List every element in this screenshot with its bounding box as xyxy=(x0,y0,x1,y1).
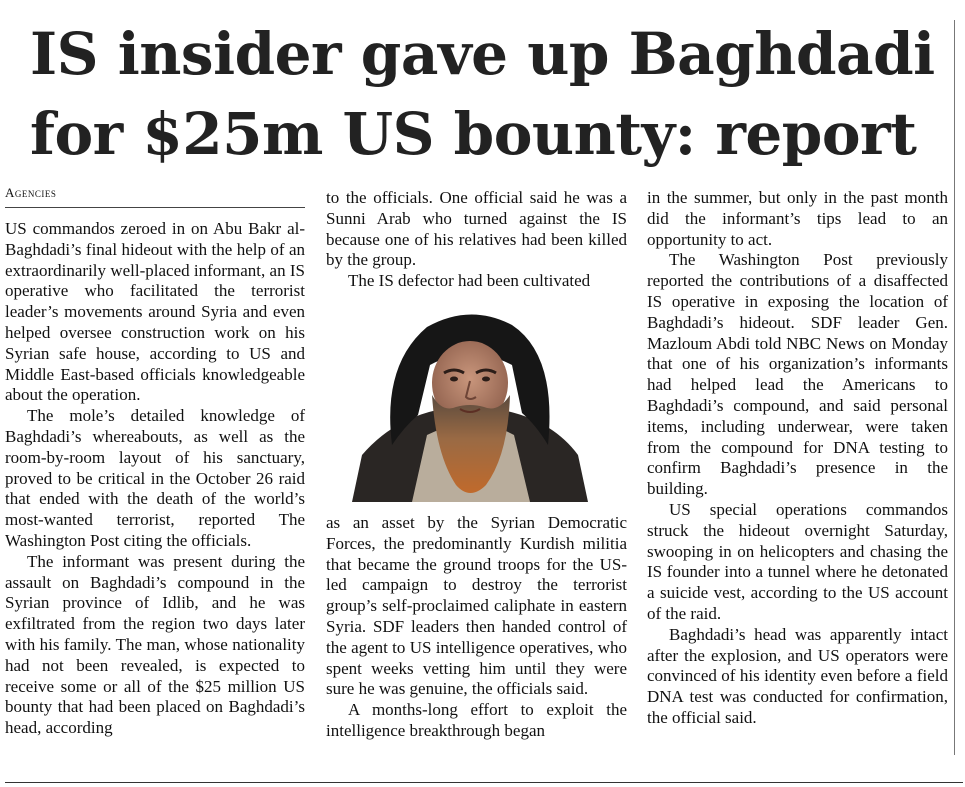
paragraph: in the summer, but only in the past month did the informant’s tips lead to an opportunity to act. xyxy=(647,188,948,249)
headline: IS insider gave up Baghdadi for $25m US bounty: report xyxy=(30,20,935,168)
paragraph: to the officials. One official said he was a Sunni Arab who turned against the IS because one of his relatives had been killed by the group. xyxy=(326,188,627,270)
paragraph: The mole’s detailed knowledge of Baghdadi’s whereabouts, as well as the room-by-room layout of his sanctuary, proved to be critical in the October 26 raid that ended with the death of the world’s most-wanted terrorist, reported The Washington Post citing the officials. xyxy=(5,406,305,550)
portrait-image xyxy=(352,305,588,502)
paragraph: The IS defector had been cultivated xyxy=(348,271,591,291)
column-divider xyxy=(954,20,955,755)
byline-rule xyxy=(5,207,305,208)
paragraph: US special operations commandos struck the hideout overnight Saturday, swooping in on helicopters and chasing the IS founder into a tunnel where he detonated a suicide vest, according to the US account of the raid. xyxy=(647,499,948,623)
bottom-rule xyxy=(5,782,963,783)
paragraph: Baghdadi’s head was apparently intact after the explosion, and US operators were convinced of his identity even before a field DNA test was conducted for confirmation, the official said. xyxy=(647,624,948,727)
paragraph: A months-long effort to exploit the intelligence breakthrough began xyxy=(326,700,627,740)
paragraph: US commandos zeroed in on Abu Bakr al-Baghdadi’s final hideout with the help of an extraordinarily well-placed informant, an IS operative who facilitated the terrorist leader’s movements around Syria and even helped oversee construction work on his Syrian safe house, according to US and Middle East-based officials knowledgeable about the operation. xyxy=(5,219,305,405)
portrait-photo xyxy=(352,305,588,502)
article-column-3 xyxy=(647,188,948,729)
paragraph: The Washington Post previously reported the contributions of a disaffected IS operative in exposing the location of Baghdadi’s hideout. SDF leader Gen. Mazloum Abdi told NBC News on Monday that one of his organization’s informants had helped lead the Americans to Baghdadi’s compound, and said personal items, including underwear, were taken from the compound for DNA testing to confirm Baghdadi’s presence in the building. xyxy=(647,250,948,499)
paragraph: as an asset by the Syrian Democratic Forces, the predominantly Kurdish militia that became the ground troops for the US-led campaign to destroy the terrorist group’s self-proclaimed caliphate in eastern Syria. SDF leaders then handed control of the agent to US intelligence operatives, who spent weeks vetting him until they were sure he was genuine, the officials said. xyxy=(326,513,627,699)
byline: Agencies xyxy=(5,185,57,200)
paragraph: The informant was present during the assault on Baghdadi’s compound in the Syrian province of Idlib, and he was exfiltrated from the region two days later with his family. The man, whose nationality had not been revealed, is expected to receive some or all of the $25 million US bounty that had been placed on Baghdadi’s head, according xyxy=(5,551,305,738)
article-column-2-top xyxy=(326,188,627,292)
article-column-2-bottom xyxy=(326,513,627,742)
article-column-1 xyxy=(5,219,305,739)
